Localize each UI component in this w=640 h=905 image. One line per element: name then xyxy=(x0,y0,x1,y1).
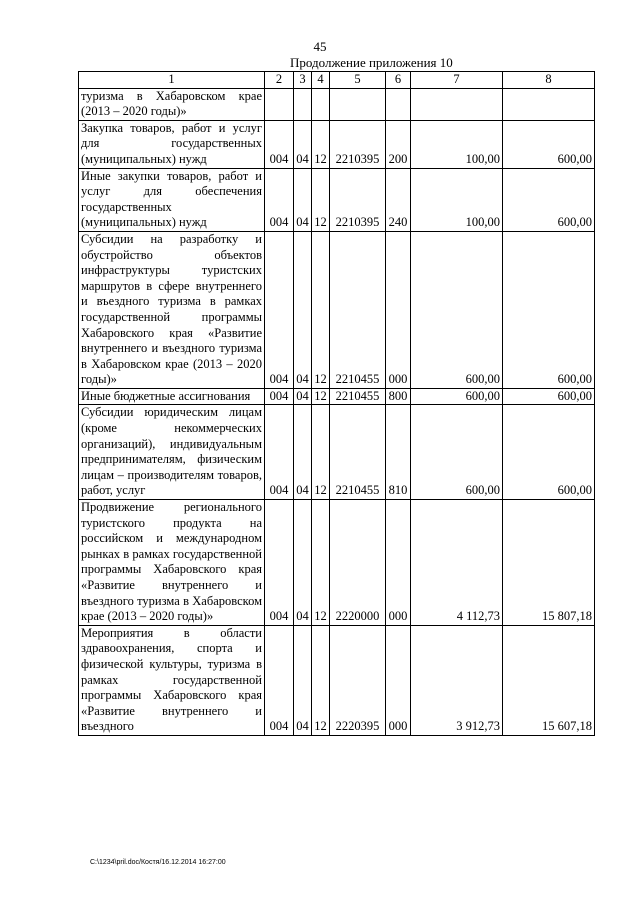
cell-c3: 04 xyxy=(294,405,312,500)
cell-c3: 04 xyxy=(294,231,312,388)
column-header: 1 xyxy=(79,72,265,89)
cell-c7: 3 912,73 xyxy=(411,625,503,735)
cell-c5: 2210455 xyxy=(330,405,386,500)
cell-c6: 000 xyxy=(386,231,411,388)
cell-c6: 800 xyxy=(386,388,411,405)
cell-c4: 12 xyxy=(312,405,330,500)
cell-c8: 600,00 xyxy=(503,231,595,388)
cell-c8: 15 607,18 xyxy=(503,625,595,735)
cell-c4: 12 xyxy=(312,231,330,388)
cell-c6 xyxy=(386,88,411,120)
cell-c7: 4 112,73 xyxy=(411,500,503,626)
table-row xyxy=(79,231,595,388)
column-header: 2 xyxy=(265,72,294,89)
cell-c2: 004 xyxy=(265,500,294,626)
cell-c3: 04 xyxy=(294,388,312,405)
cell-c4: 12 xyxy=(312,168,330,231)
table-row xyxy=(79,168,595,231)
row-name: Иные закупки товаров, работ и услуг для обеспечения государственных (муниципальных) нужд xyxy=(79,168,265,231)
cell-c5: 2210455 xyxy=(330,388,386,405)
cell-c3: 04 xyxy=(294,625,312,735)
column-header: 4 xyxy=(312,72,330,89)
cell-c3: 04 xyxy=(294,500,312,626)
cell-c4: 12 xyxy=(312,388,330,405)
column-header: 3 xyxy=(294,72,312,89)
cell-c5: 2220000 xyxy=(330,500,386,626)
cell-c2 xyxy=(265,88,294,120)
column-header: 8 xyxy=(503,72,595,89)
table-row xyxy=(79,405,595,500)
cell-c3: 04 xyxy=(294,168,312,231)
table-row xyxy=(79,500,595,626)
table-row xyxy=(79,625,595,735)
cell-c6: 240 xyxy=(386,168,411,231)
table-row xyxy=(79,388,595,405)
cell-c2: 004 xyxy=(265,625,294,735)
cell-c2: 004 xyxy=(265,405,294,500)
cell-c6: 200 xyxy=(386,120,411,168)
cell-c8: 600,00 xyxy=(503,405,595,500)
cell-c4: 12 xyxy=(312,625,330,735)
cell-c7: 600,00 xyxy=(411,388,503,405)
cell-c7 xyxy=(411,88,503,120)
cell-c5: 2210395 xyxy=(330,120,386,168)
row-name: Закупка товаров, работ и услуг для государственных (муниципальных) нужд xyxy=(79,120,265,168)
appendix-subtitle: Продолжение приложения 10 xyxy=(290,55,453,70)
row-name: Мероприятия в области здравоохранения, спорта и физической культуры, туризма в рамках государственной программы Хабаровского края «Развитие внутреннего и въездного xyxy=(79,625,265,735)
column-header: 7 xyxy=(411,72,503,89)
page-number: 45 xyxy=(313,39,327,54)
row-name: Субсидии на разработку и обустройство объектов инфраструктуры туристских маршрутов в сфере внутреннего и въездного туризма в рамках государственной программы Хабаровского края «Развитие внутреннего и въездного туризма в Хабаровском крае (2013 – 2020 годы)» xyxy=(79,231,265,388)
cell-c5: 2210455 xyxy=(330,231,386,388)
column-header: 6 xyxy=(386,72,411,89)
cell-c2: 004 xyxy=(265,168,294,231)
cell-c2: 004 xyxy=(265,388,294,405)
cell-c6: 810 xyxy=(386,405,411,500)
row-name: туризма в Хабаровском крае (2013 – 2020 годы)» xyxy=(79,88,265,120)
table-row xyxy=(79,88,595,120)
cell-c4: 12 xyxy=(312,500,330,626)
cell-c3: 04 xyxy=(294,120,312,168)
cell-c5: 2210395 xyxy=(330,168,386,231)
column-header: 5 xyxy=(330,72,386,89)
table-header-row xyxy=(79,72,595,89)
cell-c2: 004 xyxy=(265,231,294,388)
budget-table xyxy=(78,71,595,736)
cell-c3 xyxy=(294,88,312,120)
cell-c7: 100,00 xyxy=(411,120,503,168)
cell-c6: 000 xyxy=(386,500,411,626)
row-name: Продвижение регионального туристского продукта на российском и международном рынках в рамках государственной программы Хабаровского края «Развитие внутреннего и въездного туризма в Хабаровском крае (2013 – 2020 годы)» xyxy=(79,500,265,626)
table-row xyxy=(79,120,595,168)
cell-c4 xyxy=(312,88,330,120)
cell-c8: 600,00 xyxy=(503,120,595,168)
cell-c5 xyxy=(330,88,386,120)
file-path-footer: C:\1234\pril.doc/Костя/16.12.2014 16:27:00 xyxy=(90,859,226,866)
cell-c8: 600,00 xyxy=(503,388,595,405)
cell-c7: 600,00 xyxy=(411,231,503,388)
cell-c8 xyxy=(503,88,595,120)
cell-c5: 2220395 xyxy=(330,625,386,735)
cell-c8: 600,00 xyxy=(503,168,595,231)
cell-c7: 600,00 xyxy=(411,405,503,500)
cell-c2: 004 xyxy=(265,120,294,168)
cell-c4: 12 xyxy=(312,120,330,168)
cell-c6: 000 xyxy=(386,625,411,735)
cell-c7: 100,00 xyxy=(411,168,503,231)
row-name: Иные бюджетные ассигнования xyxy=(79,388,265,405)
cell-c8: 15 807,18 xyxy=(503,500,595,626)
row-name: Субсидии юридическим лицам (кроме некоммерческих организаций), индивидуальным предпринимателям, физическим лицам – производителям товаров, работ, услуг xyxy=(79,405,265,500)
